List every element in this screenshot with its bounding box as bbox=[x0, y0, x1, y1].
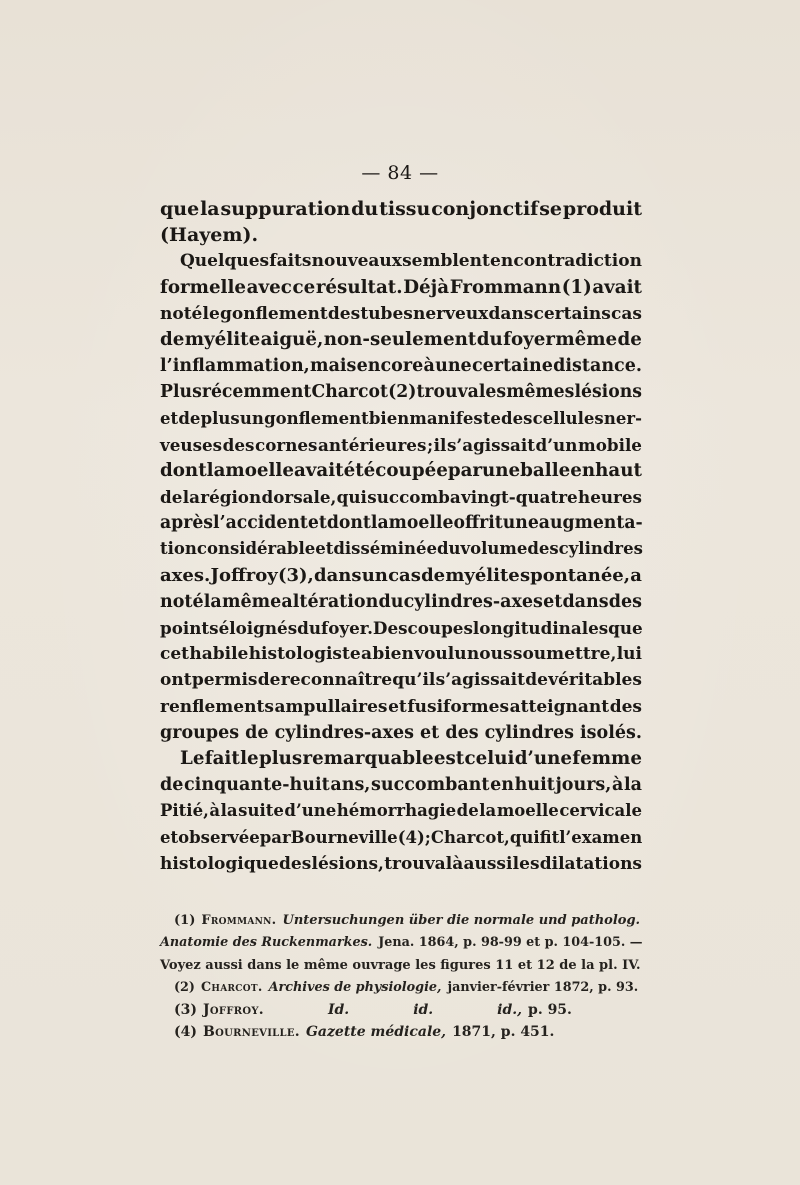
word: Joffroy bbox=[210, 564, 278, 586]
body-line bbox=[160, 484, 642, 510]
body-line bbox=[160, 248, 642, 274]
word: même bbox=[221, 591, 282, 612]
word: jours, bbox=[555, 775, 612, 796]
body-line bbox=[160, 510, 642, 536]
word: (4); bbox=[397, 827, 431, 847]
word: plus bbox=[200, 408, 240, 428]
word: des bbox=[527, 539, 559, 559]
word: axes. bbox=[160, 564, 211, 586]
footnote-1-cont bbox=[160, 955, 642, 977]
word: huit bbox=[514, 775, 555, 796]
word: certains bbox=[533, 303, 611, 324]
word: d’une bbox=[514, 747, 572, 769]
word: un bbox=[239, 408, 264, 428]
word: s’agissait bbox=[435, 670, 525, 691]
footnote-title: Gazette médicale, bbox=[305, 1024, 447, 1041]
word: renflements bbox=[160, 696, 274, 717]
footnote-title: Untersuchungen über die normale und patholog. bbox=[282, 913, 641, 928]
word: cas bbox=[388, 564, 421, 586]
word: des bbox=[501, 408, 533, 428]
word: en bbox=[490, 251, 514, 272]
word: du bbox=[476, 328, 503, 350]
word: et bbox=[315, 539, 334, 559]
body-line bbox=[160, 536, 642, 562]
word: à bbox=[209, 801, 221, 821]
body-line bbox=[160, 432, 642, 458]
word: coupée bbox=[375, 459, 448, 481]
word: ont bbox=[160, 670, 192, 691]
word: formelle bbox=[160, 276, 247, 298]
word: Pitié, bbox=[160, 801, 209, 821]
word: mêmes bbox=[506, 382, 575, 403]
word: de bbox=[421, 564, 446, 586]
word: veuses bbox=[160, 434, 223, 455]
word: spontanée, bbox=[519, 564, 631, 586]
footnote-title: id. bbox=[413, 1002, 434, 1019]
word: se bbox=[539, 198, 563, 220]
word: noté bbox=[160, 591, 204, 612]
word: éloignés bbox=[218, 618, 298, 638]
word: Plus bbox=[160, 382, 202, 403]
word: plus bbox=[258, 747, 303, 769]
word: produit bbox=[562, 198, 642, 220]
word: de bbox=[160, 487, 183, 508]
word: la bbox=[206, 459, 226, 481]
footnote-3 bbox=[160, 999, 642, 1021]
word: augmenta- bbox=[538, 513, 643, 534]
word: avait bbox=[592, 276, 642, 298]
word: la bbox=[624, 775, 642, 796]
word: nous bbox=[466, 644, 513, 665]
word: d’un bbox=[535, 434, 578, 455]
word: balle bbox=[520, 459, 571, 481]
footnote-text: p. 95. bbox=[528, 1002, 572, 1019]
word: haut bbox=[595, 459, 642, 481]
word: en bbox=[490, 775, 514, 796]
word: ans, bbox=[330, 775, 371, 796]
body-line bbox=[160, 406, 642, 432]
word: cellules bbox=[532, 408, 604, 428]
word: récemment bbox=[201, 382, 312, 403]
word: dorsale, bbox=[261, 487, 337, 508]
word: remarquable bbox=[302, 747, 434, 769]
word: Bourneville bbox=[290, 827, 398, 847]
word: histologiste bbox=[248, 644, 361, 665]
word: une bbox=[502, 513, 539, 534]
word: Frommann bbox=[449, 276, 562, 298]
word: de bbox=[617, 328, 642, 350]
word: observée bbox=[178, 827, 260, 847]
word: encore bbox=[356, 356, 424, 377]
word: du bbox=[297, 618, 322, 638]
body-line bbox=[160, 589, 642, 615]
word: volume bbox=[460, 539, 528, 559]
word: de bbox=[456, 801, 479, 821]
word: cylindres bbox=[558, 539, 643, 559]
body-line bbox=[160, 353, 642, 379]
body-line bbox=[160, 772, 642, 798]
word: suppuration bbox=[220, 198, 351, 220]
word: habile bbox=[189, 644, 249, 665]
body-line bbox=[160, 615, 642, 641]
word: gonflement bbox=[219, 303, 328, 324]
word: mais bbox=[310, 356, 357, 377]
word: conjonctif bbox=[431, 198, 539, 220]
word: le bbox=[240, 747, 259, 769]
word: région bbox=[200, 487, 262, 508]
word: heures bbox=[578, 487, 642, 508]
word: points bbox=[160, 618, 219, 638]
footnote-2 bbox=[160, 977, 642, 999]
word: lésions bbox=[574, 382, 642, 403]
word: vingt-quatre bbox=[461, 487, 578, 508]
word: de bbox=[160, 328, 185, 350]
word: nouveaux bbox=[311, 251, 402, 272]
body-line bbox=[160, 275, 642, 301]
footnote-author: Bourneville. bbox=[203, 1024, 300, 1041]
word: nerveux bbox=[413, 303, 489, 324]
word: et bbox=[307, 513, 327, 534]
footnote-4 bbox=[160, 1021, 642, 1043]
word: mobile bbox=[577, 434, 642, 455]
word: que bbox=[608, 618, 643, 638]
word: en bbox=[570, 459, 596, 481]
word: par bbox=[447, 459, 483, 481]
word: cet bbox=[160, 644, 190, 665]
word: cornes bbox=[255, 434, 318, 455]
word: a bbox=[360, 644, 372, 665]
word: succombant bbox=[371, 775, 490, 796]
word: un bbox=[361, 564, 388, 586]
word: hémorrhagie bbox=[336, 801, 457, 821]
word: trouva bbox=[384, 853, 446, 874]
word: reconnaître bbox=[280, 670, 393, 691]
word: ampullaires bbox=[274, 696, 388, 717]
body-line bbox=[160, 825, 642, 851]
word: suite bbox=[238, 801, 284, 821]
word: Des bbox=[372, 618, 408, 638]
body-line: (Hayem). bbox=[160, 224, 259, 247]
body-line bbox=[160, 641, 642, 667]
word: distance. bbox=[553, 356, 642, 377]
word: dans bbox=[488, 303, 534, 324]
word: à bbox=[612, 775, 624, 796]
word: des bbox=[327, 303, 361, 324]
word: foyer bbox=[503, 328, 555, 350]
word: des bbox=[279, 853, 312, 874]
footnote-author: Charcot. bbox=[200, 979, 263, 995]
footnote-title: Archives de physiologie, bbox=[268, 979, 442, 995]
word: cervicale bbox=[559, 801, 642, 821]
word: cas bbox=[611, 303, 642, 324]
word: fait bbox=[204, 747, 240, 769]
word: tissu bbox=[379, 198, 431, 220]
body-line bbox=[160, 667, 642, 693]
word: à bbox=[423, 356, 435, 377]
word: non-seulement bbox=[323, 328, 477, 350]
footnote-title: id., bbox=[497, 1002, 523, 1019]
word: de bbox=[525, 670, 548, 691]
word: des bbox=[609, 696, 642, 717]
footnote-title: Id. bbox=[327, 1002, 350, 1019]
word: et bbox=[160, 827, 179, 847]
word: le bbox=[202, 303, 220, 324]
word: (1) bbox=[561, 276, 592, 298]
footnote-text: Voyez aussi dans le même ouvrage les figures 11 et 12 de la pl. IV. bbox=[160, 957, 641, 973]
word: aussi bbox=[463, 853, 513, 874]
footnote-author: Frommann. bbox=[201, 913, 277, 928]
word: moelle bbox=[388, 513, 454, 534]
word: d’une bbox=[284, 801, 337, 821]
word: et bbox=[388, 696, 407, 717]
word: de bbox=[178, 408, 201, 428]
word: myélite bbox=[184, 328, 261, 350]
word: lui bbox=[616, 644, 642, 665]
word: fusiformes bbox=[407, 696, 510, 717]
word: foyer. bbox=[321, 618, 373, 638]
word: Le bbox=[180, 747, 205, 769]
word: du bbox=[378, 591, 404, 612]
body-line bbox=[160, 327, 642, 353]
word: qui bbox=[336, 487, 367, 508]
word: manifeste bbox=[409, 408, 501, 428]
body-line bbox=[160, 851, 642, 877]
footnotes bbox=[160, 910, 642, 1044]
word: considérable bbox=[196, 539, 316, 559]
word: atteignant bbox=[509, 696, 610, 717]
word: Déjà bbox=[403, 276, 450, 298]
word: (3), bbox=[277, 564, 314, 586]
word: offrit bbox=[453, 513, 503, 534]
word: et bbox=[543, 591, 563, 612]
word: l’inflammation, bbox=[160, 356, 310, 377]
word: la bbox=[203, 591, 222, 612]
word: a bbox=[630, 564, 642, 586]
word: (2) bbox=[388, 382, 417, 403]
word: trouva bbox=[416, 382, 479, 403]
footnote-text: 1871, p. 451. bbox=[452, 1024, 555, 1041]
word: ce bbox=[292, 276, 316, 298]
body-line bbox=[160, 746, 642, 772]
word: Charcot bbox=[311, 382, 388, 403]
word: aiguë, bbox=[260, 328, 324, 350]
word: histologique bbox=[160, 853, 279, 874]
body-line bbox=[160, 379, 642, 405]
word: l’examen bbox=[559, 827, 643, 847]
word: par bbox=[259, 827, 291, 847]
footnote-text: janvier-février 1872, p. 93. bbox=[447, 979, 639, 995]
word: les bbox=[478, 382, 507, 403]
word: est bbox=[433, 747, 465, 769]
body-line: groupes de cylindres-axes et des cylindres isolés. bbox=[160, 722, 642, 743]
word: disséminée bbox=[333, 539, 437, 559]
word: après bbox=[160, 513, 214, 534]
word: la bbox=[220, 801, 238, 821]
word: lésions, bbox=[311, 853, 384, 874]
word: et bbox=[160, 408, 179, 428]
word: avait bbox=[293, 459, 344, 481]
word: cinquante-huit bbox=[184, 775, 330, 796]
footnote-1-cont bbox=[160, 932, 642, 954]
word: dont bbox=[326, 513, 371, 534]
body-line bbox=[160, 458, 642, 484]
word: de bbox=[160, 775, 184, 796]
word: s’agissait bbox=[446, 434, 535, 455]
word: moelle bbox=[225, 459, 294, 481]
footnote-number: (3) bbox=[174, 1002, 197, 1019]
word: faits bbox=[269, 251, 312, 272]
word: voulu bbox=[414, 644, 467, 665]
body-line bbox=[160, 563, 642, 589]
word: résultat. bbox=[315, 276, 403, 298]
word: une bbox=[435, 356, 472, 377]
word: longitudinales bbox=[472, 618, 609, 638]
word: altération bbox=[281, 591, 379, 612]
word: il bbox=[433, 434, 447, 455]
word: contradiction bbox=[513, 251, 642, 272]
word: soumettre, bbox=[512, 644, 617, 665]
word: été bbox=[343, 459, 376, 481]
word: dont bbox=[160, 459, 207, 481]
word: bien bbox=[372, 644, 414, 665]
footnote-author: Joffroy. bbox=[203, 1002, 264, 1019]
word: gonflement bbox=[264, 408, 369, 428]
word: certaine bbox=[471, 356, 553, 377]
footnote-1 bbox=[160, 910, 642, 932]
footnote-number: (4) bbox=[174, 1024, 197, 1041]
word: la bbox=[479, 801, 497, 821]
word: dans bbox=[562, 591, 609, 612]
word: la bbox=[200, 198, 220, 220]
footnote-number: (1) bbox=[174, 913, 196, 928]
word: antérieures bbox=[318, 434, 427, 455]
word: qu’il bbox=[392, 670, 436, 691]
word: que bbox=[160, 198, 200, 220]
word: coupes bbox=[407, 618, 473, 638]
footnote-text: Jena. 1864, p. 98-99 et p. 104-105. — bbox=[378, 935, 643, 951]
word: ; bbox=[426, 434, 434, 455]
word: ner- bbox=[603, 408, 642, 428]
footnote-title: Anatomie des Ruckenmarkes. bbox=[160, 935, 373, 951]
word: de bbox=[257, 670, 281, 691]
word: permis bbox=[191, 670, 258, 691]
word: les bbox=[512, 853, 540, 874]
word: celui bbox=[464, 747, 515, 769]
word: avec bbox=[246, 276, 292, 298]
word: semblent bbox=[402, 251, 490, 272]
word: véritables bbox=[548, 670, 642, 691]
word: dans bbox=[313, 564, 362, 586]
page-number: — 84 — bbox=[361, 162, 439, 184]
word: là bbox=[445, 853, 464, 874]
word: tubes bbox=[360, 303, 413, 324]
word: des bbox=[608, 591, 642, 612]
body-line bbox=[160, 694, 642, 720]
word: fit bbox=[539, 827, 560, 847]
word: la bbox=[370, 513, 389, 534]
body-line bbox=[160, 798, 642, 824]
word: succomba bbox=[367, 487, 461, 508]
word: Charcot, bbox=[430, 827, 510, 847]
footnote-number: (2) bbox=[174, 979, 195, 995]
body-line bbox=[160, 196, 642, 222]
word: femme bbox=[572, 747, 642, 769]
body-line bbox=[160, 301, 642, 327]
word: bien bbox=[368, 408, 410, 428]
word: la bbox=[182, 487, 200, 508]
word: Quelques bbox=[180, 251, 270, 272]
word: myélite bbox=[445, 564, 520, 586]
word: cylindres-axes bbox=[403, 591, 543, 612]
word: qui bbox=[509, 827, 540, 847]
word: moelle bbox=[496, 801, 559, 821]
word: tion bbox=[160, 539, 197, 559]
word: l’accident bbox=[213, 513, 308, 534]
word: même bbox=[555, 328, 618, 350]
word: du bbox=[351, 198, 379, 220]
word: dilatations bbox=[539, 853, 642, 874]
word: une bbox=[482, 459, 521, 481]
word: du bbox=[436, 539, 461, 559]
word: noté bbox=[160, 303, 203, 324]
body-text bbox=[160, 196, 642, 877]
word: des bbox=[222, 434, 255, 455]
